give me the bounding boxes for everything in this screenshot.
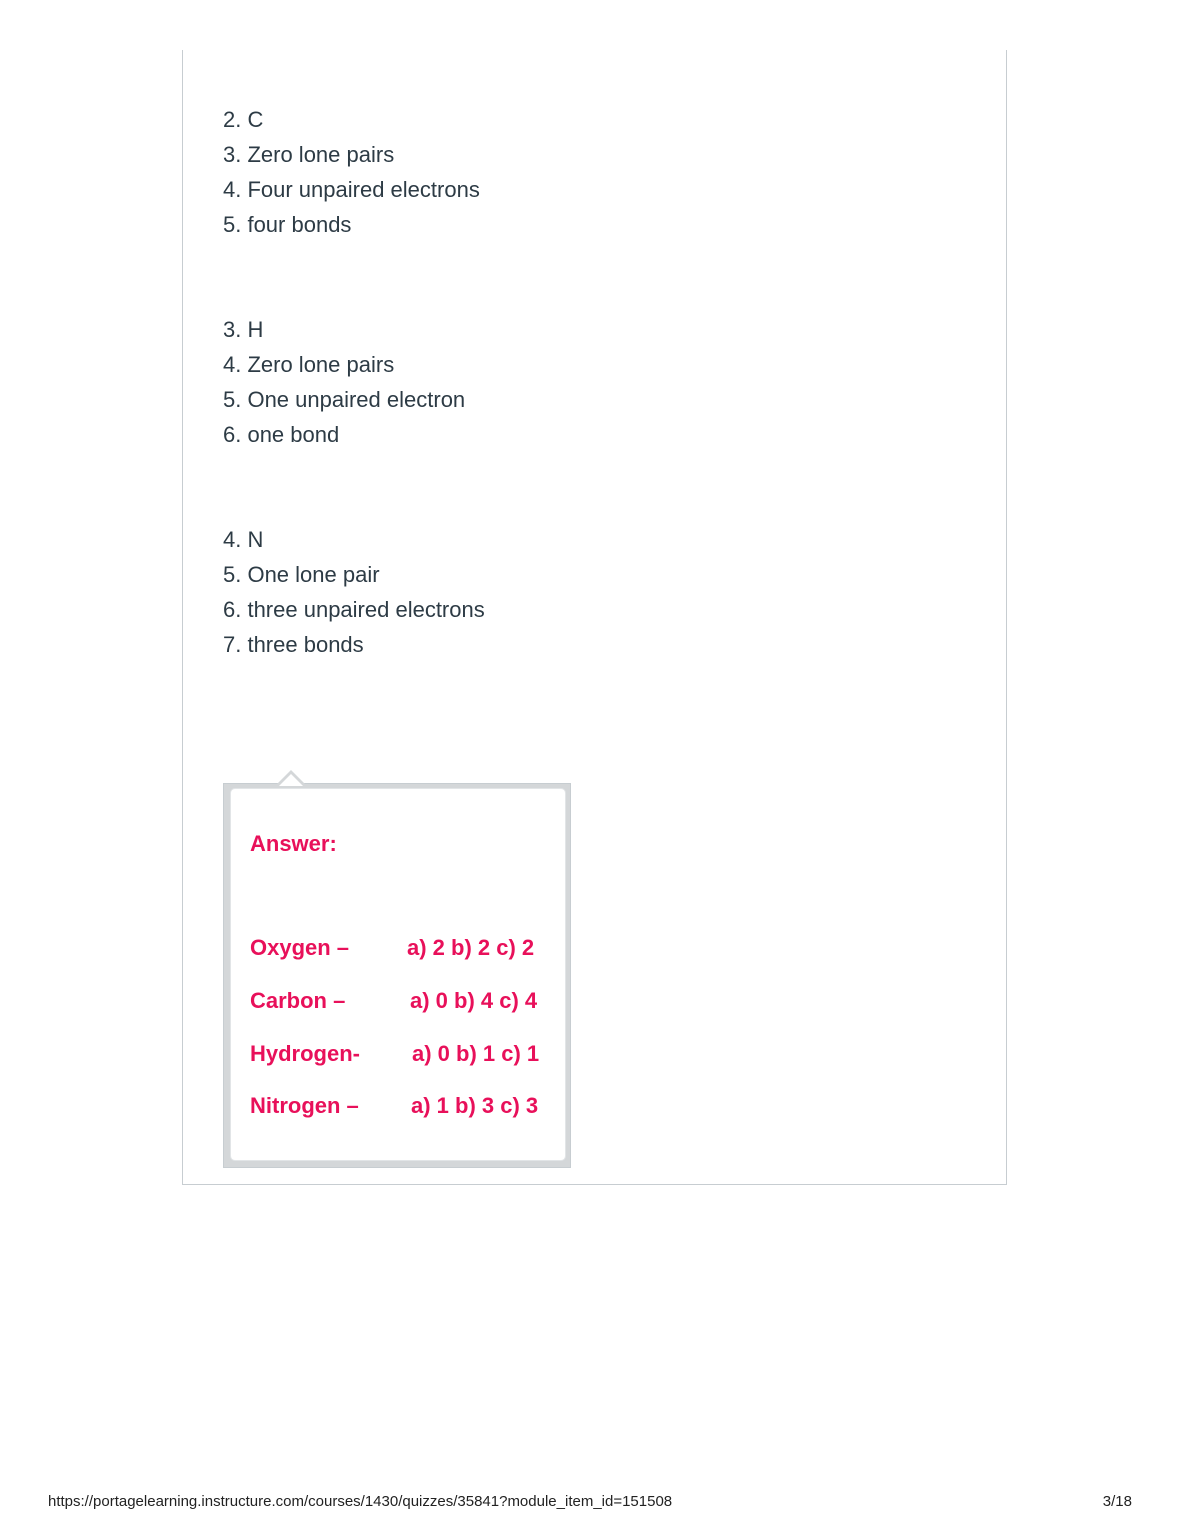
answer-value-carbon: a) 0 b) 4 c) 4 (410, 988, 538, 1013)
list-item: 2. C (223, 107, 264, 132)
list-item: 5. four bonds (223, 212, 352, 237)
footer-url: https://portagelearning.instructure.com/courses/1430/quizzes/35841?module_item_id=151508 (48, 1493, 673, 1510)
list-item: 4. N (223, 527, 264, 552)
answer-label-oxygen: Oxygen – (250, 935, 350, 960)
list-item: 5. One lone pair (223, 562, 380, 587)
list-item: 5. One unpaired electron (223, 387, 466, 412)
element-group-carbon (223, 102, 485, 242)
answer-title: Answer: (250, 831, 337, 856)
answer-value-nitrogen: a) 1 b) 3 c) 3 (411, 1093, 539, 1118)
answer-comment-body (230, 788, 566, 1161)
list-item: 4. Zero lone pairs (223, 352, 395, 377)
list-item: 4. Four unpaired electrons (223, 177, 480, 202)
list-item: 7. three bonds (223, 632, 364, 657)
answer-label-nitrogen: Nitrogen – (250, 1093, 359, 1118)
answer-label-hydrogen: Hydrogen- (250, 1041, 360, 1066)
list-item: 3. Zero lone pairs (223, 142, 395, 167)
answer-value-oxygen: a) 2 b) 2 c) 2 (407, 935, 535, 960)
list-item: 6. one bond (223, 422, 340, 447)
answer-value-hydrogen: a) 0 b) 1 c) 1 (412, 1041, 540, 1066)
list-item: 6. three unpaired electrons (223, 597, 485, 622)
question-answer-lists (223, 102, 485, 662)
page-number: 3/18 (1102, 1493, 1132, 1510)
answer-comment-box (223, 783, 571, 1168)
answer-label-carbon: Carbon – (250, 988, 346, 1013)
list-item: 3. H (223, 317, 264, 342)
element-group-nitrogen (223, 522, 485, 662)
element-group-hydrogen (223, 312, 485, 452)
